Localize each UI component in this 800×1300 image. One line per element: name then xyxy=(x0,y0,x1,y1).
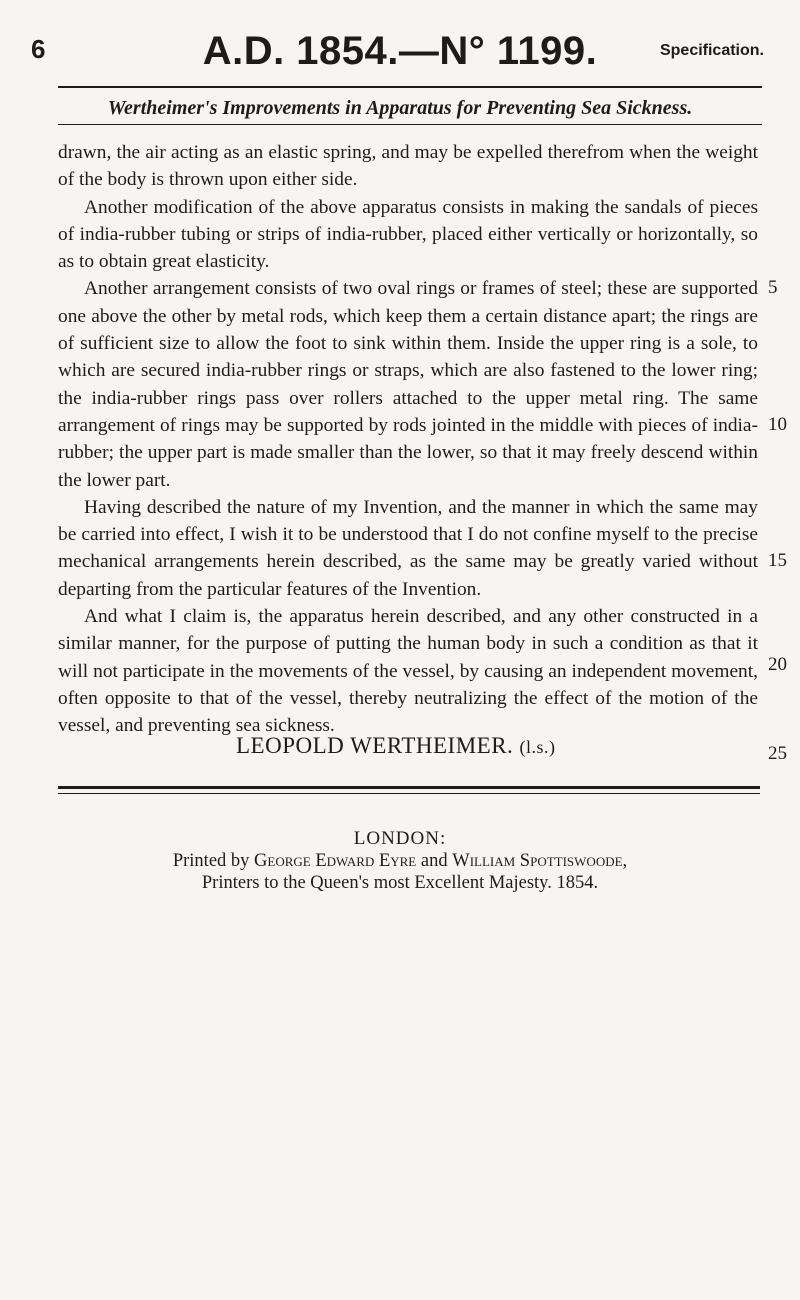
line-number-15: 15 xyxy=(768,550,787,571)
line-number-25: 25 xyxy=(768,743,787,764)
paragraph-claim: And what I claim is, the apparatus herein described, and any other constructed in a similar manner, for the purpose of putting the human body in such a condition as that it will not participate in the movements of the vessel, by causing an independent movement, often opposite to that of the vessel, thereby neutralizing the effect of the motion of the vessel, and preventing sea sickness. xyxy=(58,606,758,737)
imprint-prefix: Printed by xyxy=(172,851,250,871)
line-number-20: 20 xyxy=(768,654,787,675)
specification-body xyxy=(58,139,758,740)
paragraph-rings: Another arrangement consists of two oval rings or frames of steel; these are supported one above the other by metal rods, which keep them a certain distance apart; the rings are of sufficient size to allow the foot to sink within them. Inside the upper ring is a sole, to which are secured india-rubber rings or straps, which are also fastened to the lower ring; the india-rubber rings pass over rollers attached to the upper metal ring. The same arrangement of rings may be supported by rods jointed in the middle with pieces of india-rubber; the upper part is made smaller than the lower, so that it may freely descend within the lower part. xyxy=(58,278,758,491)
paragraph-disclaimer: Having described the nature of my Invention, and the manner in which the same may be carried into effect, I wish it to be understood that I do not confine myself to the precise mechanical arrangements herein described, as the same may be greatly varied without departing from the particular features of the Invention. xyxy=(58,496,758,600)
imprint-printers xyxy=(0,850,800,872)
signature-line xyxy=(236,733,556,759)
document-title: A.D. 1854.—N° 1199. xyxy=(202,29,598,73)
printer-name-2: William Spottiswoode, xyxy=(452,851,628,871)
running-head-rule xyxy=(58,124,762,125)
paragraph-continuation: drawn, the air acting as an elastic spring, and may be expelled therefrom when the weight of the body is thrown upon either side. xyxy=(58,142,758,191)
header-rule xyxy=(58,86,762,88)
seal-mark: (l.s.) xyxy=(519,737,556,757)
paragraph-sandals: Another modification of the above apparatus consists in making the sandals of pieces of india-rubber tubing or strips of india-rubber, placed either vertically or horizontally, so as to obtain great elasticity. xyxy=(58,196,758,273)
line-number-10: 10 xyxy=(768,414,787,435)
printer-name-1: George Edward Eyre xyxy=(254,851,417,871)
footer-rule-thin xyxy=(58,793,760,794)
imprint-royal-line: Printers to the Queen's most Excellent Majesty. 1854. xyxy=(201,873,599,893)
document-type-label: Specification. xyxy=(659,42,764,59)
signatory-name: LEOPOLD WERTHEIMER. xyxy=(236,733,514,758)
page-number: 6 xyxy=(31,34,46,64)
printer-imprint xyxy=(0,828,800,894)
imprint-joiner: and xyxy=(420,851,448,871)
line-number-5: 5 xyxy=(768,277,778,298)
running-head: Wertheimer's Improvements in Apparatus for Preventing Sea Sickness. xyxy=(107,97,693,119)
imprint-place: LONDON: xyxy=(353,828,447,849)
footer-rule-thick xyxy=(58,786,760,789)
